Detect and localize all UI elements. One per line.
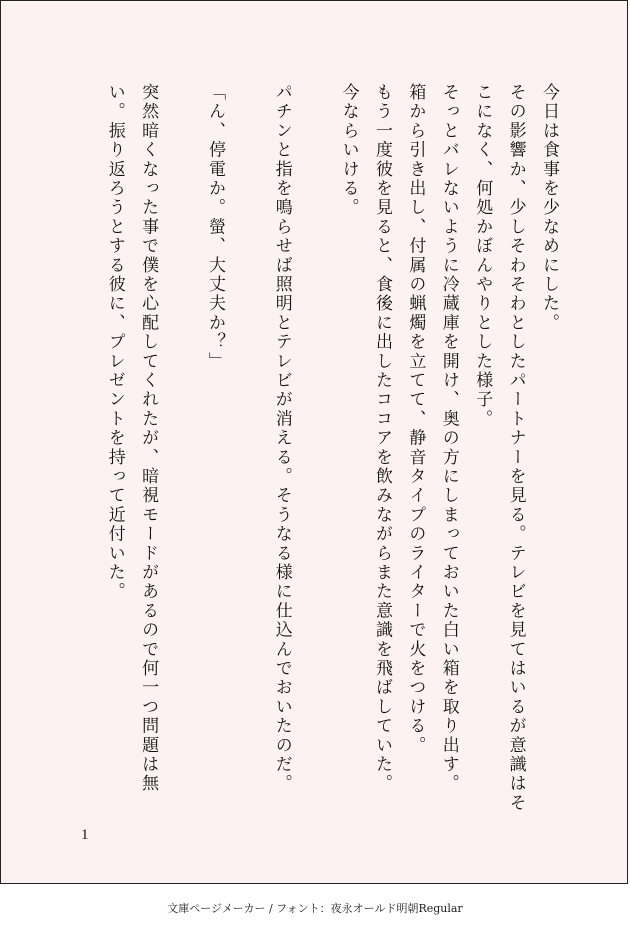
paragraph: 箱から引き出し、付属の蝋燭を立てて、静音タイプのライターで火をつける。 bbox=[405, 83, 426, 755]
paragraph: パチンと指を鳴らせば照明とテレビが消える。そうなる様に仕込んでおいたのだ。 bbox=[271, 83, 292, 794]
vertical-body-text bbox=[97, 83, 565, 813]
blank-line bbox=[164, 83, 197, 813]
paragraph: その影響か、少しそわそわとしたパートナーを見る。テレビを見てはいるが意識はそこになく、何処かぼんやりとした様子。 bbox=[472, 83, 526, 813]
paragraph: 今日は食事を少なめにした。 bbox=[539, 83, 559, 333]
paragraph: 今ならいける。 bbox=[338, 83, 359, 218]
blank-line bbox=[231, 83, 264, 813]
blank-line bbox=[298, 83, 331, 813]
footer-credit: 文庫ページメーカー / フォント：夜永オールド明朝Regular bbox=[167, 902, 463, 915]
paragraph: もう一度彼を見ると、食後に出したココアを飲みながらまた意識を飛ばしていた。 bbox=[371, 83, 392, 794]
paragraph: 突然暗くなった事で僕を心配してくれたが、暗視モードがあるので何一つ問題は無い。振り返ろうとする彼に、プレゼントを持って近付いた。 bbox=[104, 83, 159, 794]
dialogue-line: 「ん、停電か。螢、大丈夫か？」 bbox=[204, 83, 225, 371]
page-number: 1 bbox=[81, 827, 89, 843]
paragraph: そっとバレないように冷蔵庫を開け、奥の方にしまっておいた白い箱を取り出す。 bbox=[438, 83, 459, 794]
